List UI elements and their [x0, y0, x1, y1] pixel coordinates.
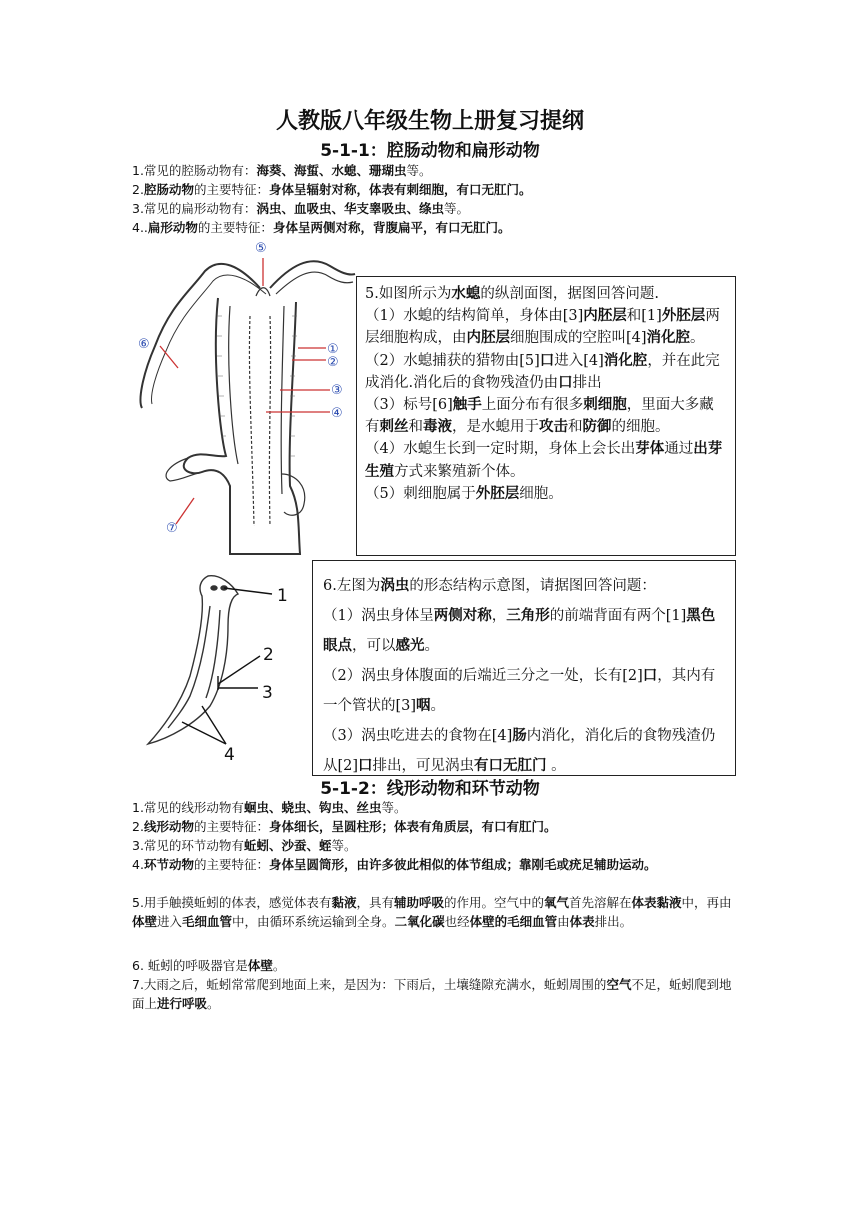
section2-item-2: 2.线形动物的主要特征：身体细长，呈圆柱形；体表有角质层，有口有肛门。 — [132, 819, 557, 834]
box5-q5: （5）刺细胞属于外胚层细胞。 — [365, 484, 563, 502]
hydra-label-3: ③ — [331, 383, 343, 398]
section1-item-4: 4..扁形动物的主要特征：身体呈两侧对称，背腹扁平，有口无肛门。 — [132, 220, 511, 235]
flatworm-label-3: 3 — [262, 683, 273, 703]
section2-item-6: 6. 蚯蚓的呼吸器官是体壁。 — [132, 958, 286, 973]
hydra-left-tentacle — [141, 264, 260, 408]
box5-q4: （4）水螅生长到一定时期，身体上会长出芽体通过出芽生殖方式来繁殖新个体。 — [365, 440, 723, 480]
flatworm-question-box — [312, 560, 736, 776]
hydra-label-5: ⑤ — [255, 241, 267, 256]
page-title: 人教版八年级生物上册复习提纲 — [275, 109, 584, 134]
hydra-label-7: ⑦ — [166, 521, 178, 536]
hydra-question-box — [356, 276, 736, 556]
box6-intro: 6.左图为涡虫的形态结构示意图，请据图回答问题： — [323, 577, 656, 594]
hydra-diagram — [130, 236, 360, 561]
box5-q3: （3）标号[6]触手上面分布有很多刺细胞，里面大多藏有刺丝和毒液，是水螅用于攻击和防御的细胞。 — [365, 396, 714, 436]
hydra-right-tentacle — [270, 261, 355, 288]
flatworm-label-2: 2 — [263, 645, 274, 665]
section-heading-5-1-1: 5-1-1：腔肠动物和扁形动物 — [320, 141, 540, 161]
section2-item-3: 3.常见的环节动物有蚯蚓、沙蚕、蛭等。 — [132, 838, 357, 853]
flatworm-label-4: 4 — [224, 745, 235, 765]
section1-item-3: 3.常见的扁形动物有：涡虫、血吸虫、华支睾吸虫、绦虫等。 — [132, 201, 469, 216]
section-heading-5-1-2: 5-1-2：线形动物和环节动物 — [320, 779, 540, 799]
section1-item-1: 1.常见的腔肠动物有：海葵、海蜇、水螅、珊瑚虫等。 — [132, 163, 432, 178]
box5-q1: （1）水螅的结构简单，身体由[3]内胚层和[1]外胚层两层细胞构成，由内胚层细胞围成的空腔叫[4]消化腔。 — [365, 307, 720, 347]
section2-item-5: 5.用手触摸蚯蚓的体表，感觉体表有黏液，具有辅助呼吸的作用。空气中的氧气首先溶解在体表黏液中，再由体壁进入毛细血管中，由循环系统运输到全身。二氧化碳也经体壁的毛细血管由体表排出。 — [132, 895, 732, 929]
box5-intro: 5.如图所示为水螅的纵剖面图，据图回答问题. — [365, 285, 659, 302]
hydra-label-6: ⑥ — [138, 337, 150, 352]
hydra-label-1: ① — [327, 342, 339, 357]
box5-q2: （2）水螅捕获的猎物由[5]口进入[4]消化腔，并在此完成消化.消化后的食物残渣仍由口排出 — [365, 351, 720, 391]
box6-q3: （3）涡虫吃进去的食物在[4]肠内消化，消化后的食物残渣仍从[2]口排出，可见涡虫有口无肛门 。 — [323, 727, 716, 774]
hydra-label-2: ② — [327, 355, 339, 370]
box6-q1: （1）涡虫身体呈两侧对称，三角形的前端背面有两个[1]黑色眼点，可以感光。 — [323, 607, 716, 654]
hydra-gastric-cavity — [249, 316, 270, 526]
hydra-label-4: ④ — [331, 406, 343, 421]
flatworm-body-outline — [148, 576, 238, 744]
section2-item-4: 4.环节动物的主要特征：身体呈圆筒形，由许多彼此相似的体节组成；靠刚毛或疣足辅助运动。 — [132, 857, 657, 872]
flatworm-diagram — [140, 566, 310, 766]
section1-item-2: 2.腔肠动物的主要特征：身体呈辐射对称，体表有刺细胞，有口无肛门。 — [132, 182, 532, 197]
section2-item-1: 1.常见的线形动物有蛔虫、蛲虫、钩虫、丝虫等。 — [132, 800, 407, 815]
flatworm-label-1: 1 — [277, 586, 288, 606]
box6-q2: （2）涡虫身体腹面的后端近三分之一处，长有[2]口，其内有一个管状的[3]咽。 — [323, 667, 716, 714]
section2-item-7: 7.大雨之后，蚯蚓常常爬到地面上来，是因为：下雨后，土壤缝隙充满水，蚯蚓周围的空气不足，蚯蚓爬到地面上进行呼吸。 — [132, 977, 732, 1011]
